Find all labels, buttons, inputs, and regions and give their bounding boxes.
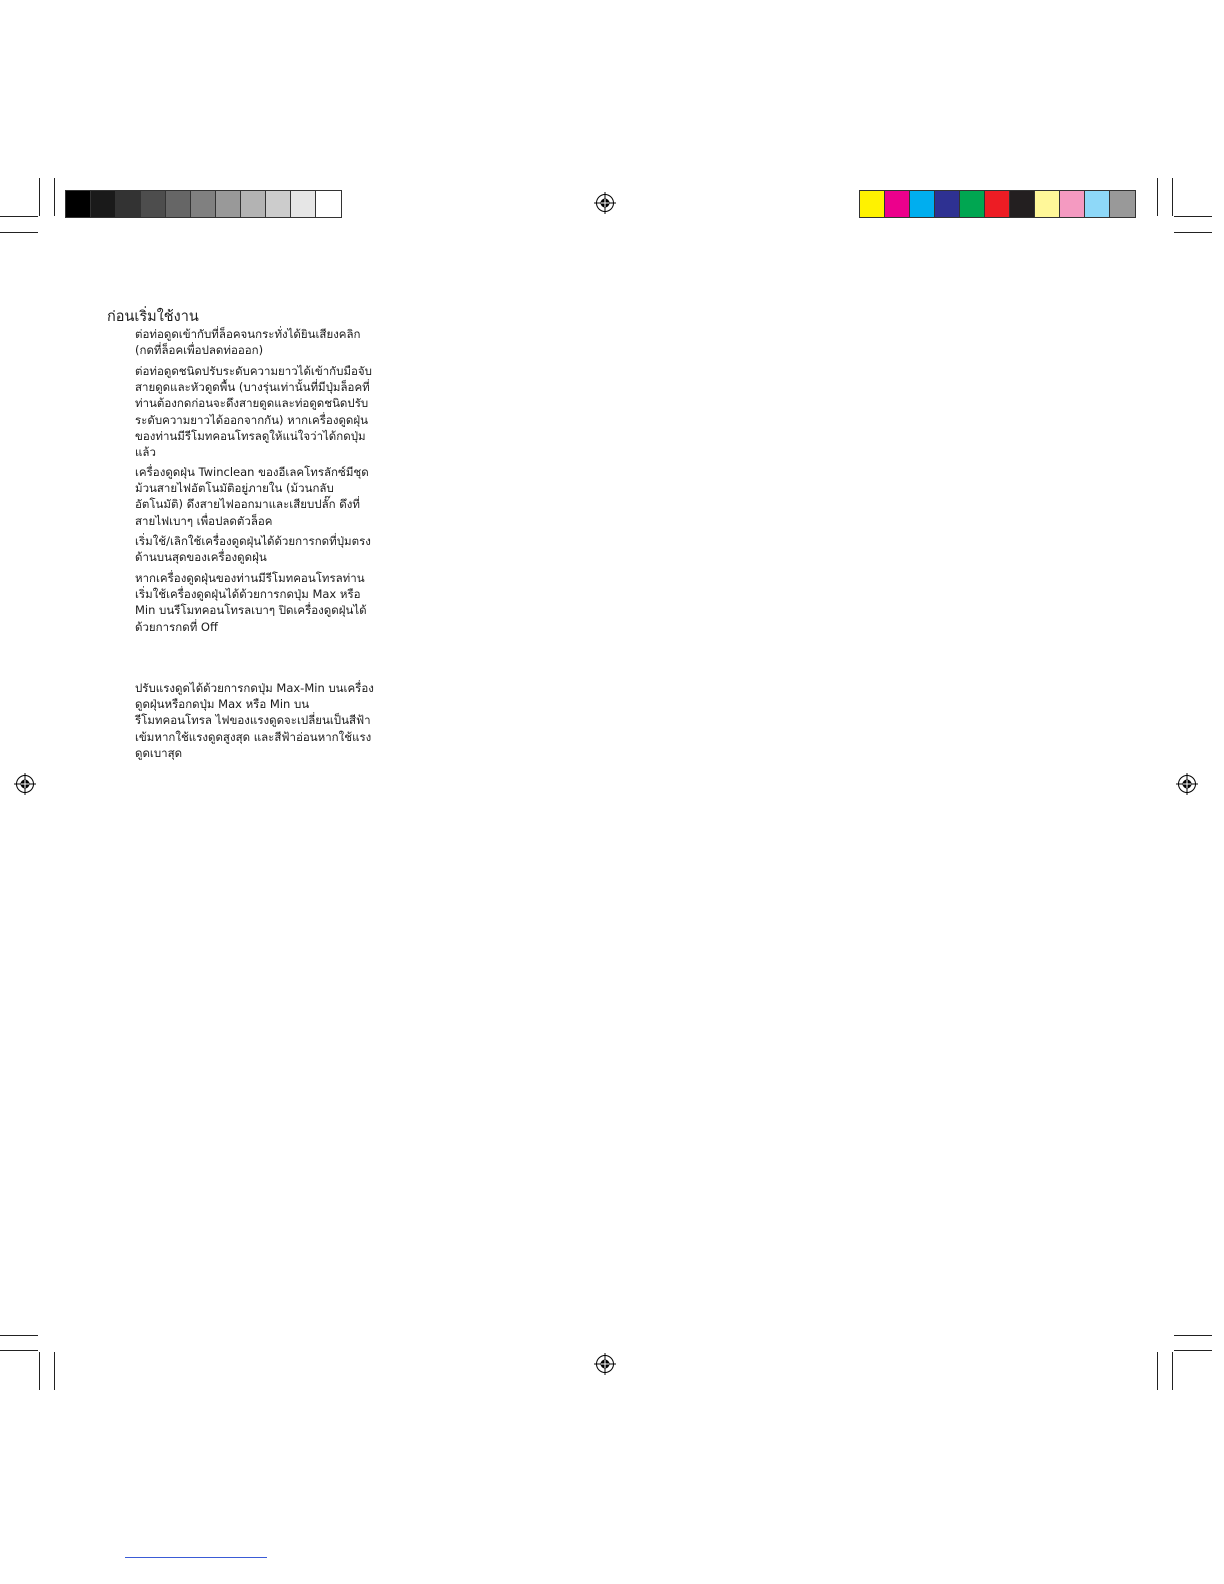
color-swatch	[1010, 191, 1035, 217]
crop-mark	[1174, 1350, 1212, 1351]
color-swatch	[935, 191, 960, 217]
color-swatch	[91, 191, 116, 217]
instruction-paragraph: ต่อท่อดูดเข้ากับที่ล็อคจนกระทั่งได้ยินเสียงคลิก (กดที่ล็อคเพื่อปลดท่อออก)	[135, 327, 361, 358]
instruction-paragraph: ปรับแรงดูดได้ด้วยการกดปุ่ม Max-Min บนเครื่องดูดฝุ่นหรือกดปุ่ม Max หรือ Min บนรีโมทคอนโทรล ไฟของแรงดูดจะเปลี่ยนเป็นสีฟ้าเข้มหากใช้แรงดูดสูงสุด และสีฟ้าอ่อนหากใช้แรงดูดเบาสุด	[135, 681, 374, 760]
registration-target-icon	[594, 1353, 616, 1375]
crop-mark	[1174, 216, 1212, 217]
instruction-paragraph: เครื่องดูดฝุ่น Twinclean ของอีเลคโทรลักซ์มีชุดม้วนสายไฟอัตโนมัติอยู่ภายใน (ม้วนกลับอัตโนมัติ) ดึงสายไฟออกมาและเสียบปลั๊ก ดึงที่สายไฟเบาๆ เพื่อปลดตัวล็อค	[135, 465, 369, 528]
crop-mark	[39, 1352, 40, 1390]
crop-mark	[1174, 232, 1212, 233]
crop-mark	[1174, 1335, 1212, 1336]
color-swatch	[860, 191, 885, 217]
crop-mark	[54, 1352, 55, 1390]
crop-mark	[1157, 1352, 1158, 1390]
crop-mark	[54, 178, 55, 216]
color-swatch	[241, 191, 266, 217]
color-swatch	[141, 191, 166, 217]
crop-mark	[1157, 178, 1158, 216]
registration-target-icon	[1176, 773, 1198, 795]
crop-mark	[0, 1350, 38, 1351]
color-swatch	[191, 191, 216, 217]
crop-mark	[1172, 1352, 1173, 1390]
instruction-paragraph: เริ่มใช้/เลิกใช้เครื่องดูดฝุ่นได้ด้วยการกดที่ปุ่มตรงด้านบนสุดของเครื่องดูดฝุ่น	[135, 534, 371, 565]
color-swatch	[291, 191, 316, 217]
color-swatch	[1110, 191, 1135, 217]
color-swatch	[1085, 191, 1110, 217]
crop-mark	[39, 178, 40, 216]
color-swatch	[1035, 191, 1060, 217]
color-swatch	[266, 191, 291, 217]
crop-mark	[0, 216, 38, 217]
color-swatch	[985, 191, 1010, 217]
color-swatch	[116, 191, 141, 217]
instruction-paragraph: ต่อท่อดูดชนิดปรับระดับความยาวได้เข้ากับมือจับสายดูดและหัวดูดพื้น (บางรุ่นเท่านั้นที่มีปุ่มล็อคที่ท่านต้องกดก่อนจะดึงสายดูดและท่อดูดชนิดปรับระดับความยาวได้ออกจากกัน) หากเครื่องดูดฝุ่นของท่านมีรีโมทคอนโทรลดูให้แน่ใจว่าได้กดปุ่มแล้ว	[135, 364, 372, 460]
color-swatch	[910, 191, 935, 217]
section-heading: ก่อนเริ่มใช้งาน	[107, 309, 199, 325]
color-swatch	[1060, 191, 1085, 217]
color-calibration-bar	[859, 190, 1136, 218]
color-swatch	[166, 191, 191, 217]
instruction-paragraph: หากเครื่องดูดฝุ่นของท่านมีรีโมทคอนโทรลท่านเริ่มใช้เครื่องดูดฝุ่นได้ด้วยการกดปุ่ม Max หรือ Min บนรีโมทคอนโทรลเบาๆ ปิดเครื่องดูดฝุ่นได้ด้วยการกดที่ Off	[135, 571, 367, 634]
color-swatch	[66, 191, 91, 217]
color-swatch	[316, 191, 341, 217]
crop-mark	[1172, 178, 1173, 216]
grayscale-density-bar	[65, 190, 342, 218]
registration-target-icon	[594, 192, 616, 214]
registration-target-icon	[14, 773, 36, 795]
footer-rule	[125, 1557, 267, 1558]
color-swatch	[885, 191, 910, 217]
crop-mark	[0, 232, 38, 233]
crop-mark	[0, 1335, 38, 1336]
color-swatch	[960, 191, 985, 217]
color-swatch	[216, 191, 241, 217]
